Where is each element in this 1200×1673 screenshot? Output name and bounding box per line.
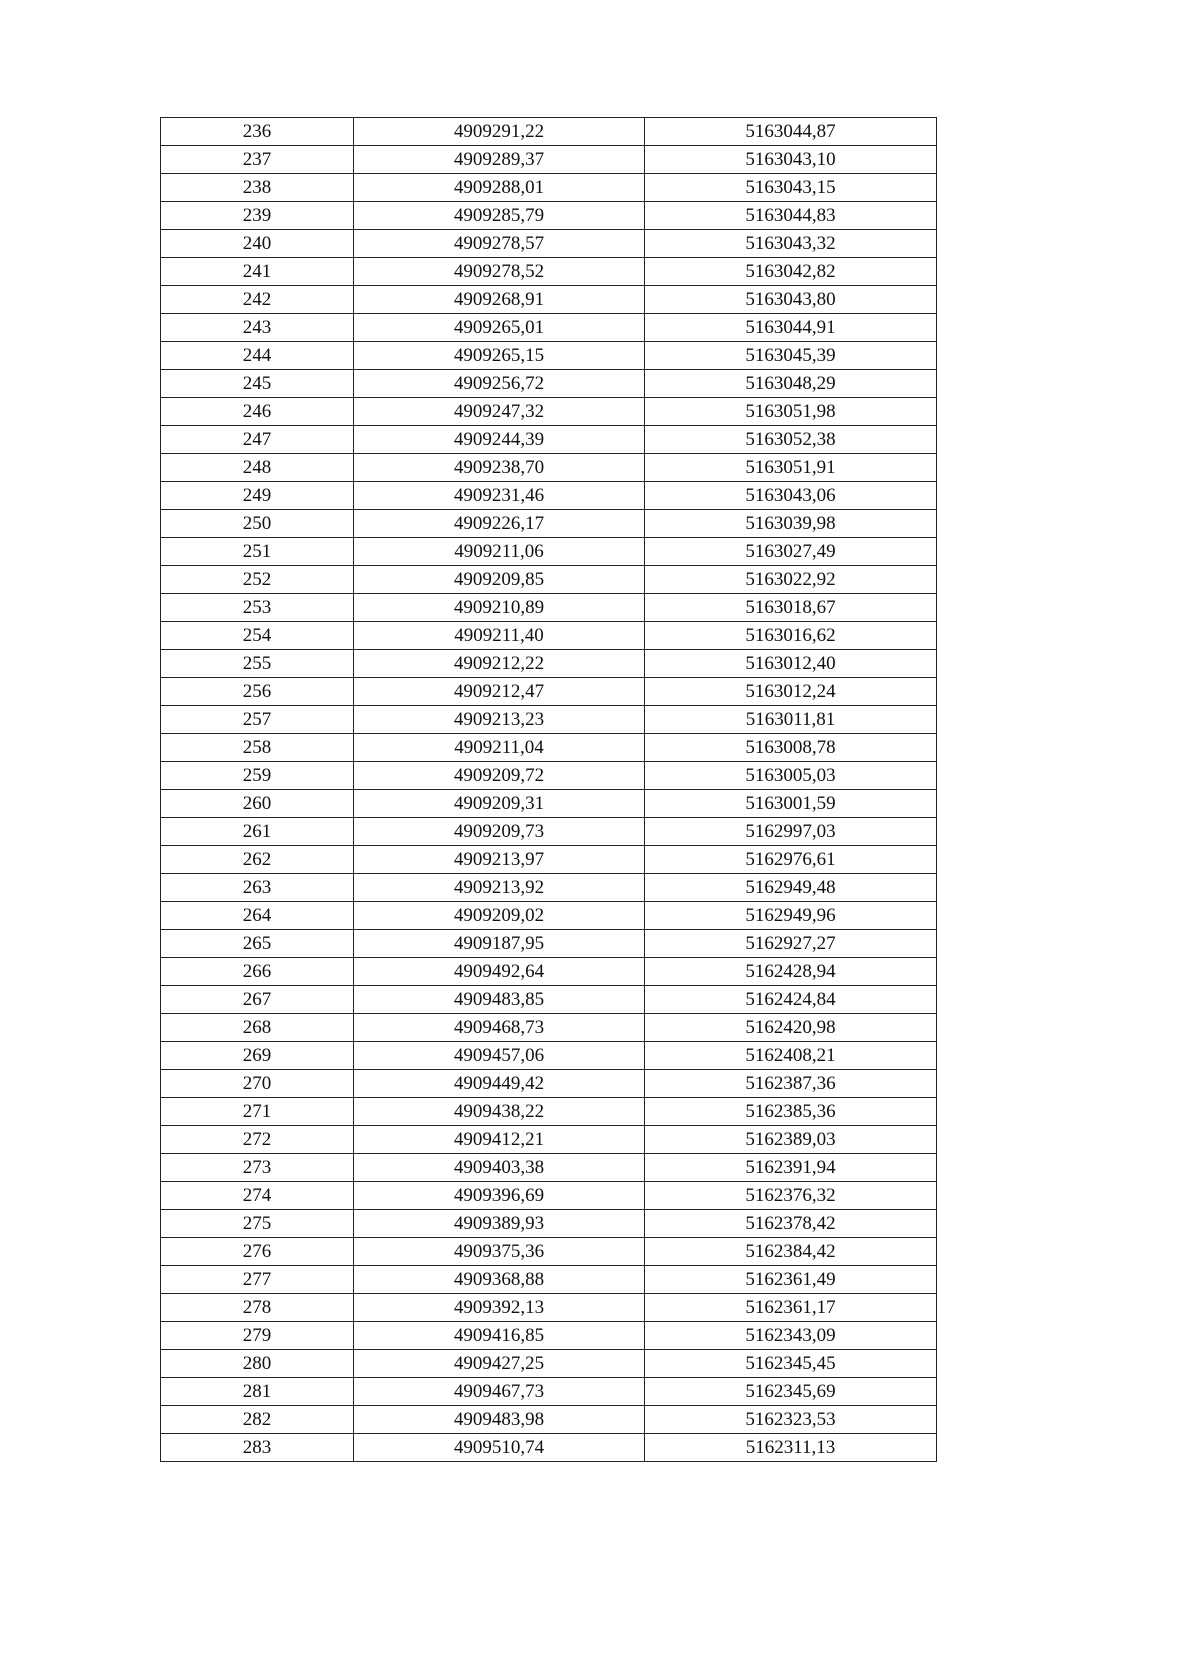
table-row (161, 1322, 937, 1350)
point-number-cell: 281 (161, 1378, 354, 1406)
x-coordinate-cell: 4909412,21 (354, 1126, 645, 1154)
table-row (161, 370, 937, 398)
y-coordinate-cell: 5163005,03 (645, 762, 937, 790)
y-coordinate-cell: 5162323,53 (645, 1406, 937, 1434)
x-coordinate-cell: 4909210,89 (354, 594, 645, 622)
table-row (161, 230, 937, 258)
table-row (161, 734, 937, 762)
table-row (161, 510, 937, 538)
y-coordinate-cell: 5163052,38 (645, 426, 937, 454)
point-number-cell: 276 (161, 1238, 354, 1266)
x-coordinate-cell: 4909368,88 (354, 1266, 645, 1294)
table-row (161, 1042, 937, 1070)
x-coordinate-cell: 4909213,92 (354, 874, 645, 902)
y-coordinate-cell: 5162311,13 (645, 1434, 937, 1462)
table-row (161, 1350, 937, 1378)
table-row (161, 594, 937, 622)
table-row (161, 286, 937, 314)
point-number-cell: 254 (161, 622, 354, 650)
y-coordinate-cell: 5162345,69 (645, 1378, 937, 1406)
coordinates-table-body (161, 118, 937, 1462)
point-number-cell: 239 (161, 202, 354, 230)
x-coordinate-cell: 4909247,32 (354, 398, 645, 426)
x-coordinate-cell: 4909427,25 (354, 1350, 645, 1378)
y-coordinate-cell: 5163039,98 (645, 510, 937, 538)
x-coordinate-cell: 4909392,13 (354, 1294, 645, 1322)
y-coordinate-cell: 5162345,45 (645, 1350, 937, 1378)
table-row (161, 1294, 937, 1322)
point-number-cell: 266 (161, 958, 354, 986)
table-row (161, 566, 937, 594)
point-number-cell: 240 (161, 230, 354, 258)
x-coordinate-cell: 4909278,57 (354, 230, 645, 258)
point-number-cell: 244 (161, 342, 354, 370)
x-coordinate-cell: 4909213,23 (354, 706, 645, 734)
point-number-cell: 237 (161, 146, 354, 174)
x-coordinate-cell: 4909211,40 (354, 622, 645, 650)
x-coordinate-cell: 4909238,70 (354, 454, 645, 482)
point-number-cell: 282 (161, 1406, 354, 1434)
y-coordinate-cell: 5163016,62 (645, 622, 937, 650)
point-number-cell: 253 (161, 594, 354, 622)
x-coordinate-cell: 4909187,95 (354, 930, 645, 958)
y-coordinate-cell: 5162376,32 (645, 1182, 937, 1210)
table-row (161, 874, 937, 902)
y-coordinate-cell: 5163042,82 (645, 258, 937, 286)
y-coordinate-cell: 5163045,39 (645, 342, 937, 370)
y-coordinate-cell: 5162408,21 (645, 1042, 937, 1070)
point-number-cell: 242 (161, 286, 354, 314)
table-row (161, 1014, 937, 1042)
x-coordinate-cell: 4909396,69 (354, 1182, 645, 1210)
point-number-cell: 248 (161, 454, 354, 482)
y-coordinate-cell: 5163044,87 (645, 118, 937, 146)
table-row (161, 1154, 937, 1182)
point-number-cell: 272 (161, 1126, 354, 1154)
y-coordinate-cell: 5163043,32 (645, 230, 937, 258)
point-number-cell: 268 (161, 1014, 354, 1042)
table-row (161, 1434, 937, 1462)
table-row (161, 762, 937, 790)
x-coordinate-cell: 4909403,38 (354, 1154, 645, 1182)
y-coordinate-cell: 5162391,94 (645, 1154, 937, 1182)
x-coordinate-cell: 4909211,04 (354, 734, 645, 762)
x-coordinate-cell: 4909231,46 (354, 482, 645, 510)
y-coordinate-cell: 5162389,03 (645, 1126, 937, 1154)
point-number-cell: 271 (161, 1098, 354, 1126)
y-coordinate-cell: 5162949,48 (645, 874, 937, 902)
y-coordinate-cell: 5163044,91 (645, 314, 937, 342)
x-coordinate-cell: 4909226,17 (354, 510, 645, 538)
x-coordinate-cell: 4909467,73 (354, 1378, 645, 1406)
x-coordinate-cell: 4909212,22 (354, 650, 645, 678)
table-row (161, 482, 937, 510)
y-coordinate-cell: 5163027,49 (645, 538, 937, 566)
table-row (161, 258, 937, 286)
y-coordinate-cell: 5163043,80 (645, 286, 937, 314)
x-coordinate-cell: 4909209,72 (354, 762, 645, 790)
table-row (161, 538, 937, 566)
point-number-cell: 243 (161, 314, 354, 342)
y-coordinate-cell: 5163051,91 (645, 454, 937, 482)
table-row (161, 202, 937, 230)
x-coordinate-cell: 4909209,02 (354, 902, 645, 930)
y-coordinate-cell: 5163008,78 (645, 734, 937, 762)
point-number-cell: 255 (161, 650, 354, 678)
point-number-cell: 261 (161, 818, 354, 846)
point-number-cell: 264 (161, 902, 354, 930)
table-row (161, 650, 937, 678)
point-number-cell: 252 (161, 566, 354, 594)
table-row (161, 174, 937, 202)
y-coordinate-cell: 5163012,40 (645, 650, 937, 678)
point-number-cell: 265 (161, 930, 354, 958)
point-number-cell: 277 (161, 1266, 354, 1294)
x-coordinate-cell: 4909416,85 (354, 1322, 645, 1350)
x-coordinate-cell: 4909209,31 (354, 790, 645, 818)
x-coordinate-cell: 4909483,98 (354, 1406, 645, 1434)
table-row (161, 342, 937, 370)
y-coordinate-cell: 5162387,36 (645, 1070, 937, 1098)
x-coordinate-cell: 4909289,37 (354, 146, 645, 174)
y-coordinate-cell: 5162385,36 (645, 1098, 937, 1126)
point-number-cell: 251 (161, 538, 354, 566)
y-coordinate-cell: 5162384,42 (645, 1238, 937, 1266)
y-coordinate-cell: 5163022,92 (645, 566, 937, 594)
x-coordinate-cell: 4909268,91 (354, 286, 645, 314)
point-number-cell: 279 (161, 1322, 354, 1350)
x-coordinate-cell: 4909468,73 (354, 1014, 645, 1042)
point-number-cell: 250 (161, 510, 354, 538)
point-number-cell: 238 (161, 174, 354, 202)
point-number-cell: 269 (161, 1042, 354, 1070)
table-row (161, 790, 937, 818)
table-row (161, 622, 937, 650)
y-coordinate-cell: 5163048,29 (645, 370, 937, 398)
y-coordinate-cell: 5162361,17 (645, 1294, 937, 1322)
table-row (161, 846, 937, 874)
point-number-cell: 273 (161, 1154, 354, 1182)
table-row (161, 1070, 937, 1098)
table-row (161, 146, 937, 174)
x-coordinate-cell: 4909291,22 (354, 118, 645, 146)
x-coordinate-cell: 4909492,64 (354, 958, 645, 986)
point-number-cell: 260 (161, 790, 354, 818)
table-row (161, 958, 937, 986)
point-number-cell: 247 (161, 426, 354, 454)
y-coordinate-cell: 5163043,06 (645, 482, 937, 510)
y-coordinate-cell: 5162424,84 (645, 986, 937, 1014)
point-number-cell: 249 (161, 482, 354, 510)
y-coordinate-cell: 5163051,98 (645, 398, 937, 426)
y-coordinate-cell: 5162343,09 (645, 1322, 937, 1350)
point-number-cell: 283 (161, 1434, 354, 1462)
table-row (161, 1378, 937, 1406)
coordinates-table (160, 117, 937, 1462)
point-number-cell: 246 (161, 398, 354, 426)
point-number-cell: 236 (161, 118, 354, 146)
x-coordinate-cell: 4909389,93 (354, 1210, 645, 1238)
point-number-cell: 245 (161, 370, 354, 398)
x-coordinate-cell: 4909211,06 (354, 538, 645, 566)
x-coordinate-cell: 4909288,01 (354, 174, 645, 202)
x-coordinate-cell: 4909483,85 (354, 986, 645, 1014)
point-number-cell: 257 (161, 706, 354, 734)
y-coordinate-cell: 5162927,27 (645, 930, 937, 958)
x-coordinate-cell: 4909213,97 (354, 846, 645, 874)
y-coordinate-cell: 5162997,03 (645, 818, 937, 846)
y-coordinate-cell: 5163043,10 (645, 146, 937, 174)
point-number-cell: 270 (161, 1070, 354, 1098)
point-number-cell: 274 (161, 1182, 354, 1210)
table-row (161, 1266, 937, 1294)
table-row (161, 118, 937, 146)
table-row (161, 1238, 937, 1266)
y-coordinate-cell: 5162378,42 (645, 1210, 937, 1238)
table-row (161, 678, 937, 706)
x-coordinate-cell: 4909510,74 (354, 1434, 645, 1462)
table-row (161, 930, 937, 958)
table-row (161, 426, 937, 454)
point-number-cell: 263 (161, 874, 354, 902)
y-coordinate-cell: 5162420,98 (645, 1014, 937, 1042)
y-coordinate-cell: 5162949,96 (645, 902, 937, 930)
point-number-cell: 256 (161, 678, 354, 706)
x-coordinate-cell: 4909244,39 (354, 426, 645, 454)
table-row (161, 1210, 937, 1238)
table-row (161, 1098, 937, 1126)
table-row (161, 706, 937, 734)
point-number-cell: 262 (161, 846, 354, 874)
y-coordinate-cell: 5162976,61 (645, 846, 937, 874)
point-number-cell: 275 (161, 1210, 354, 1238)
table-row (161, 902, 937, 930)
x-coordinate-cell: 4909209,73 (354, 818, 645, 846)
y-coordinate-cell: 5163043,15 (645, 174, 937, 202)
y-coordinate-cell: 5163018,67 (645, 594, 937, 622)
x-coordinate-cell: 4909438,22 (354, 1098, 645, 1126)
point-number-cell: 259 (161, 762, 354, 790)
point-number-cell: 267 (161, 986, 354, 1014)
point-number-cell: 258 (161, 734, 354, 762)
table-row (161, 986, 937, 1014)
x-coordinate-cell: 4909256,72 (354, 370, 645, 398)
x-coordinate-cell: 4909209,85 (354, 566, 645, 594)
table-row (161, 454, 937, 482)
x-coordinate-cell: 4909278,52 (354, 258, 645, 286)
y-coordinate-cell: 5163011,81 (645, 706, 937, 734)
point-number-cell: 241 (161, 258, 354, 286)
x-coordinate-cell: 4909375,36 (354, 1238, 645, 1266)
x-coordinate-cell: 4909457,06 (354, 1042, 645, 1070)
point-number-cell: 278 (161, 1294, 354, 1322)
x-coordinate-cell: 4909212,47 (354, 678, 645, 706)
table-row (161, 398, 937, 426)
table-row (161, 1406, 937, 1434)
y-coordinate-cell: 5163044,83 (645, 202, 937, 230)
y-coordinate-cell: 5163001,59 (645, 790, 937, 818)
table-row (161, 314, 937, 342)
x-coordinate-cell: 4909449,42 (354, 1070, 645, 1098)
table-row (161, 1182, 937, 1210)
table-row (161, 1126, 937, 1154)
x-coordinate-cell: 4909265,01 (354, 314, 645, 342)
x-coordinate-cell: 4909285,79 (354, 202, 645, 230)
y-coordinate-cell: 5163012,24 (645, 678, 937, 706)
y-coordinate-cell: 5162361,49 (645, 1266, 937, 1294)
table-row (161, 818, 937, 846)
x-coordinate-cell: 4909265,15 (354, 342, 645, 370)
y-coordinate-cell: 5162428,94 (645, 958, 937, 986)
point-number-cell: 280 (161, 1350, 354, 1378)
